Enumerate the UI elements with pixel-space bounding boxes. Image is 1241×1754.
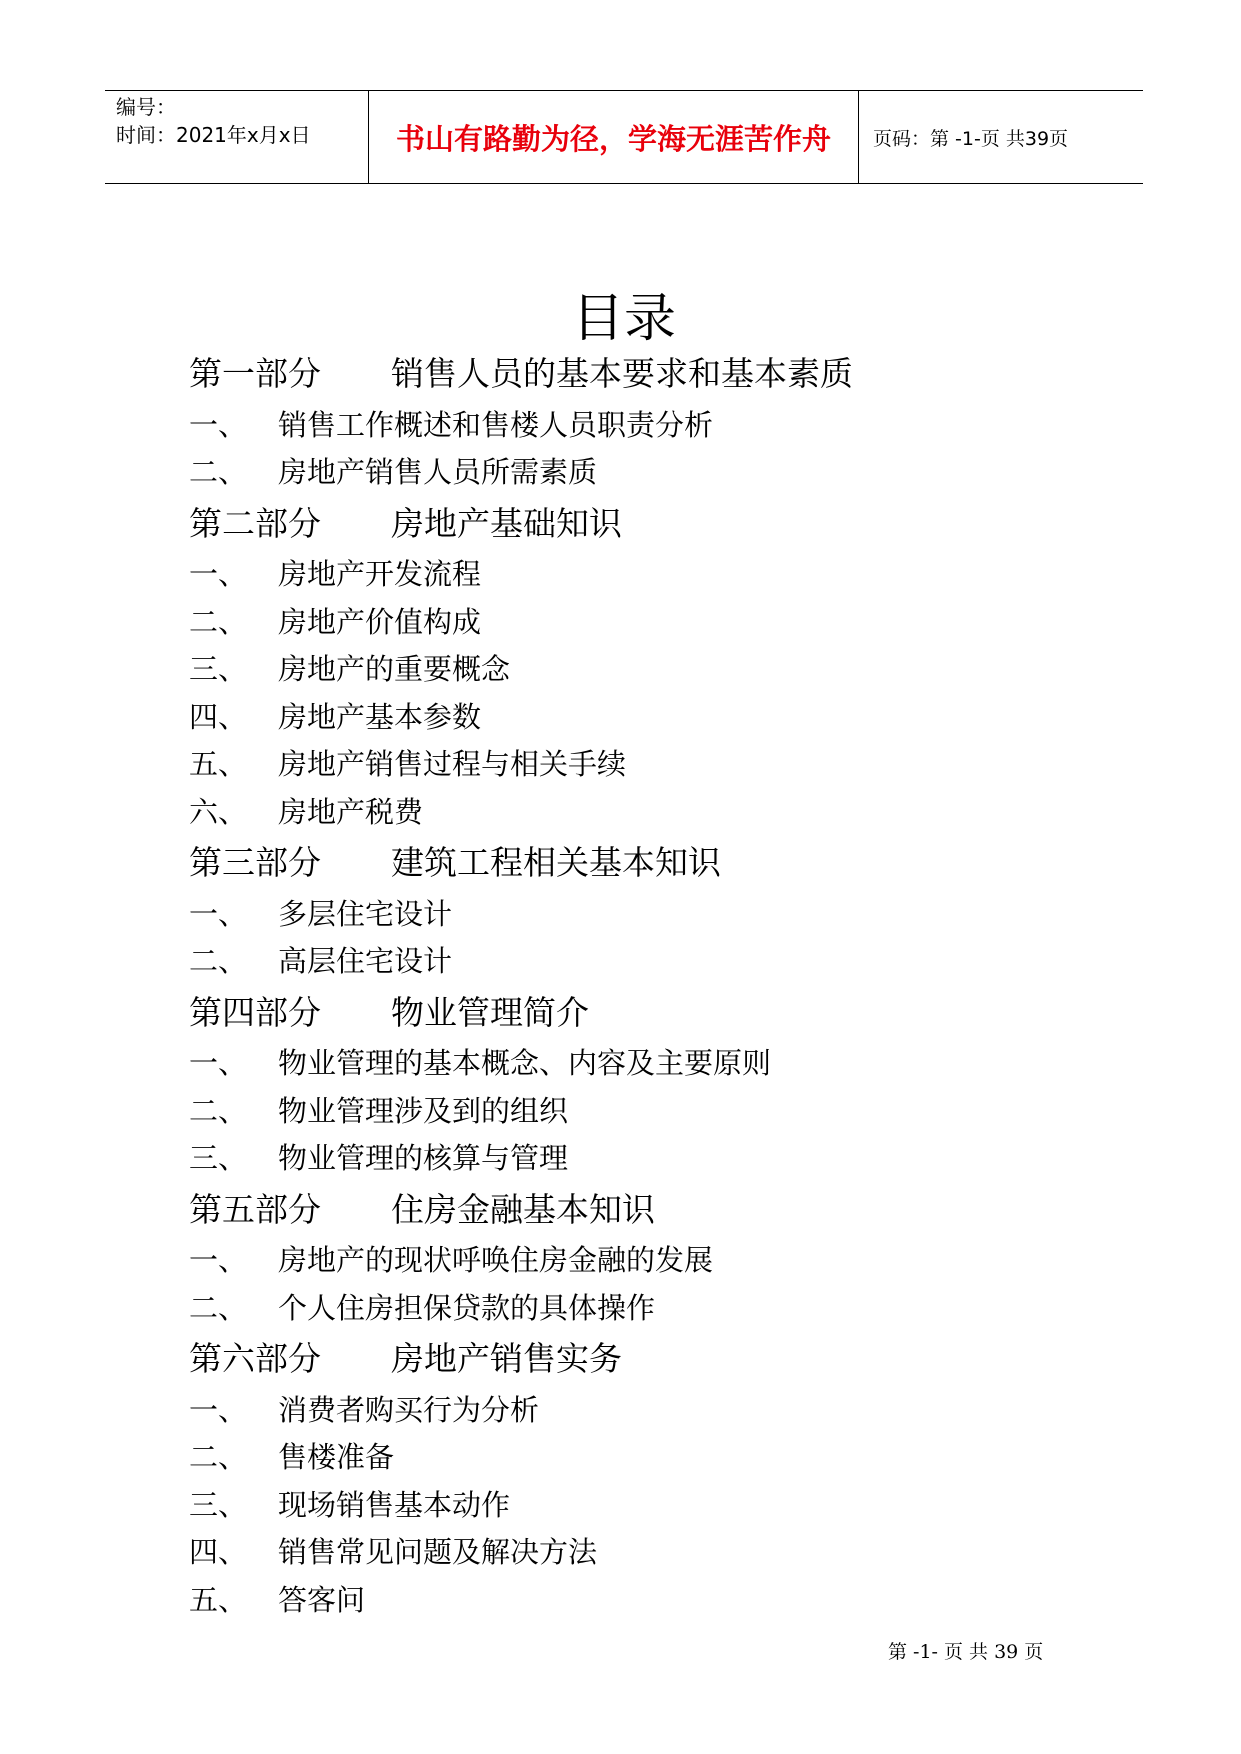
toc-item-number: 一、 — [189, 896, 248, 931]
toc-item-number: 二、 — [189, 1440, 248, 1474]
toc-item-number: 一、 — [189, 1392, 248, 1427]
toc-item-title: 多层住宅设计 — [278, 896, 453, 931]
toc-part-title: 住房金融基本知识 — [391, 1189, 655, 1229]
toc-item-title: 售楼准备 — [278, 1440, 395, 1474]
toc-item-title: 物业管理的核算与管理 — [278, 1141, 569, 1175]
toc-item-number: 三、 — [189, 1141, 248, 1175]
toc-part-number: 第二部分 — [189, 503, 321, 543]
header-meta-cell — [105, 91, 369, 183]
toc-item — [189, 402, 1149, 450]
toc-item — [189, 1237, 1149, 1285]
page-footer: 第 -1- 页 共 39 页 — [888, 1641, 1044, 1663]
toc-item-title: 物业管理的基本概念、内容及主要原则 — [278, 1046, 772, 1080]
toc-item — [189, 694, 1149, 742]
toc-item — [189, 789, 1149, 837]
motto: 书山有路勤为径，学海无涯苦作舟 — [369, 91, 859, 183]
toc-item — [189, 1135, 1149, 1183]
toc-item-number: 三、 — [189, 652, 248, 686]
toc-item — [189, 1040, 1149, 1088]
toc-item-title: 房地产的重要概念 — [278, 652, 511, 686]
toc-item-number: 二、 — [189, 944, 248, 978]
toc-part-title: 建筑工程相关基本知识 — [391, 843, 721, 882]
toc-item-number: 一、 — [189, 1243, 248, 1277]
page-header-table — [105, 90, 1143, 184]
toc-item — [189, 599, 1149, 647]
toc-item-number: 五、 — [189, 747, 248, 781]
toc-part — [189, 1183, 1149, 1238]
toc-item — [189, 741, 1149, 789]
toc-item-title: 答客问 — [278, 1582, 366, 1617]
document-time-label: 时间：2021年x月x日 — [116, 123, 311, 147]
toc-part — [189, 1332, 1149, 1387]
toc-item-number: 二、 — [189, 604, 248, 639]
toc-item-title: 房地产价值构成 — [278, 604, 482, 639]
toc-part-number: 第六部分 — [189, 1339, 321, 1378]
toc — [189, 347, 1149, 1624]
toc-part-title: 房地产基础知识 — [391, 503, 622, 543]
toc-part-number: 第四部分 — [189, 992, 321, 1032]
toc-item — [189, 449, 1149, 497]
toc-item — [189, 1088, 1149, 1136]
toc-item — [189, 1577, 1149, 1625]
toc-item-title: 房地产销售过程与相关手续 — [278, 747, 627, 781]
toc-item-title: 高层住宅设计 — [278, 944, 453, 978]
toc-item-title: 房地产开发流程 — [278, 557, 482, 591]
toc-item-title: 房地产基本参数 — [278, 699, 482, 734]
toc-item-title: 房地产销售人员所需素质 — [278, 455, 598, 489]
toc-item-number: 一、 — [189, 1046, 248, 1080]
toc-part-title: 物业管理简介 — [391, 992, 589, 1032]
page-title: 目录 — [571, 289, 676, 349]
toc-item-number: 五、 — [189, 1582, 248, 1617]
toc-part-title: 房地产销售实务 — [391, 1339, 622, 1378]
toc-item — [189, 551, 1149, 599]
toc-item-title: 销售工作概述和售楼人员职责分析 — [278, 407, 714, 442]
toc-item-title: 物业管理涉及到的组织 — [278, 1093, 569, 1128]
toc-part — [189, 347, 1149, 402]
toc-item-number: 一、 — [189, 407, 248, 442]
toc-item-title: 消费者购买行为分析 — [278, 1392, 540, 1427]
toc-item-number: 六、 — [189, 794, 248, 829]
toc-part-number: 第一部分 — [189, 354, 321, 393]
toc-item-number: 二、 — [189, 1093, 248, 1128]
toc-item-number: 三、 — [189, 1487, 248, 1522]
toc-item — [189, 1285, 1149, 1333]
toc-item-title: 个人住房担保贷款的具体操作 — [278, 1290, 656, 1325]
toc-item-title: 房地产的现状呼唤住房金融的发展 — [278, 1243, 714, 1277]
toc-item-title: 现场销售基本动作 — [278, 1487, 511, 1522]
toc-part-title: 销售人员的基本要求和基本素质 — [391, 354, 853, 393]
toc-item — [189, 891, 1149, 939]
toc-item-number: 一、 — [189, 557, 248, 591]
toc-part — [189, 497, 1149, 552]
document-number-label: 编号： — [116, 95, 176, 119]
toc-item — [189, 938, 1149, 986]
toc-item-number: 二、 — [189, 455, 248, 489]
toc-part — [189, 836, 1149, 891]
toc-part-number: 第五部分 — [189, 1189, 321, 1229]
toc-item-title: 房地产税费 — [278, 794, 424, 829]
toc-part-number: 第三部分 — [189, 843, 321, 882]
toc-item — [189, 1434, 1149, 1482]
toc-item — [189, 1387, 1149, 1435]
toc-part — [189, 986, 1149, 1041]
toc-item-number: 四、 — [189, 1535, 248, 1569]
toc-item-number: 四、 — [189, 699, 248, 734]
toc-item — [189, 1482, 1149, 1530]
toc-item-title: 销售常见问题及解决方法 — [278, 1535, 598, 1569]
toc-item-number: 二、 — [189, 1290, 248, 1325]
toc-item — [189, 1529, 1149, 1577]
header-page-info: 页码：第 -1-页 共39页 — [873, 127, 1069, 150]
toc-item — [189, 646, 1149, 694]
